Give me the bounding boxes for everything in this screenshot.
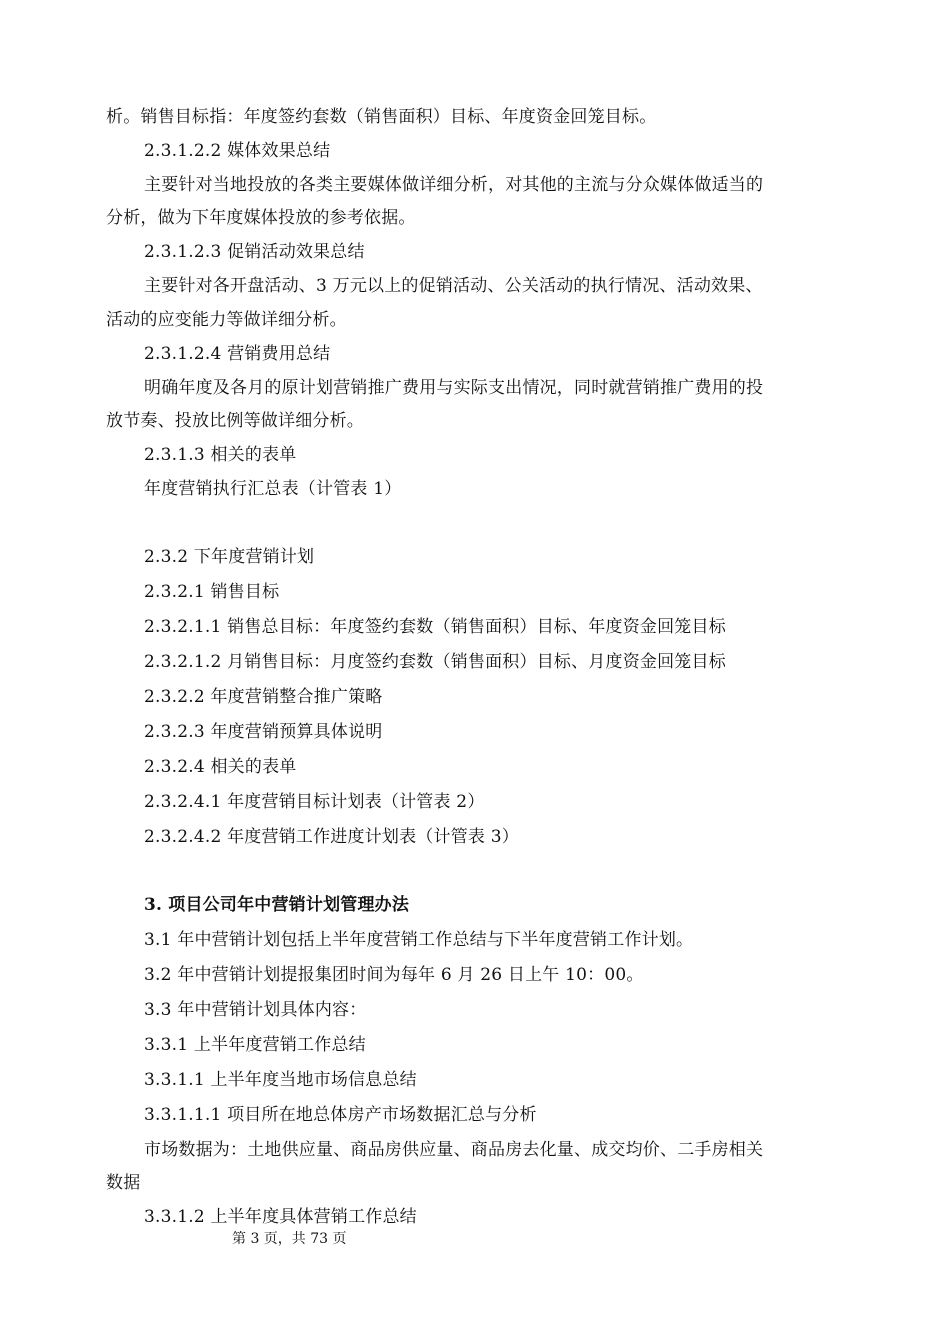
- section-heading: 2.3.1.2.3 促销活动效果总结: [144, 242, 365, 262]
- section-heading: 3.3.1 上半年度营销工作总结: [144, 1035, 366, 1055]
- chapter-heading: 3. 项目公司年中营销计划管理办法: [144, 895, 410, 915]
- body-text-line: 主要针对各开盘活动、3 万元以上的促销活动、公关活动的执行情况、活动效果、: [144, 276, 763, 296]
- body-text-line: 年度营销执行汇总表（计管表 1）: [144, 479, 402, 499]
- body-text-line: 主要针对当地投放的各类主要媒体做详细分析，对其他的主流与分众媒体做适当的: [144, 175, 764, 195]
- section-heading: 2.3.2.1.1 销售总目标：年度签约套数（销售面积）目标、年度资金回笼目标: [144, 617, 726, 637]
- section-heading: 2.3.2.4 相关的表单: [144, 757, 297, 777]
- section-heading: 2.3.2 下年度营销计划: [144, 547, 315, 567]
- section-heading: 2.3.2.4.2 年度营销工作进度计划表（计管表 3）: [144, 827, 519, 847]
- section-heading: 2.3.2.2 年度营销整合推广策略: [144, 687, 383, 707]
- body-text-line: 明确年度及各月的原计划营销推广费用与实际支出情况，同时就营销推广费用的投: [144, 378, 764, 398]
- section-heading: 2.3.2.1.2 月销售目标：月度签约套数（销售面积）目标、月度资金回笼目标: [144, 652, 726, 672]
- section-heading: 2.3.1.2.2 媒体效果总结: [144, 141, 331, 161]
- section-heading: 3.3.1.1.1 项目所在地总体房产市场数据汇总与分析: [144, 1105, 537, 1125]
- body-text-line: 析。销售目标指：年度签约套数（销售面积）目标、年度资金回笼目标。: [106, 107, 657, 127]
- body-text-line: 3.2 年中营销计划提报集团时间为每年 6 月 26 日上午 10：00。: [144, 965, 644, 985]
- page-footer: 第 3 页，共 73 页: [232, 1231, 347, 1247]
- section-heading: 2.3.1.3 相关的表单: [144, 445, 297, 465]
- body-text-line: 市场数据为：土地供应量、商品房供应量、商品房去化量、成交均价、二手房相关: [144, 1140, 764, 1160]
- section-heading: 3.3.1.2 上半年度具体营销工作总结: [144, 1207, 417, 1227]
- body-text-line: 3.1 年中营销计划包括上半年度营销工作总结与下半年度营销工作计划。: [144, 930, 694, 950]
- section-heading: 3.3.1.1 上半年度当地市场信息总结: [144, 1070, 417, 1090]
- body-text-line: 分析，做为下年度媒体投放的参考依据。: [106, 208, 416, 228]
- body-text-line: 数据: [106, 1173, 141, 1193]
- section-heading: 2.3.2.4.1 年度营销目标计划表（计管表 2）: [144, 792, 485, 812]
- section-heading: 2.3.1.2.4 营销费用总结: [144, 344, 331, 364]
- body-text-line: 3.3 年中营销计划具体内容：: [144, 1000, 367, 1020]
- section-heading: 2.3.2.3 年度营销预算具体说明: [144, 722, 383, 742]
- section-heading: 2.3.2.1 销售目标: [144, 582, 280, 602]
- body-text-line: 放节奏、投放比例等做详细分析。: [106, 411, 364, 431]
- body-text-line: 活动的应变能力等做详细分析。: [106, 310, 347, 330]
